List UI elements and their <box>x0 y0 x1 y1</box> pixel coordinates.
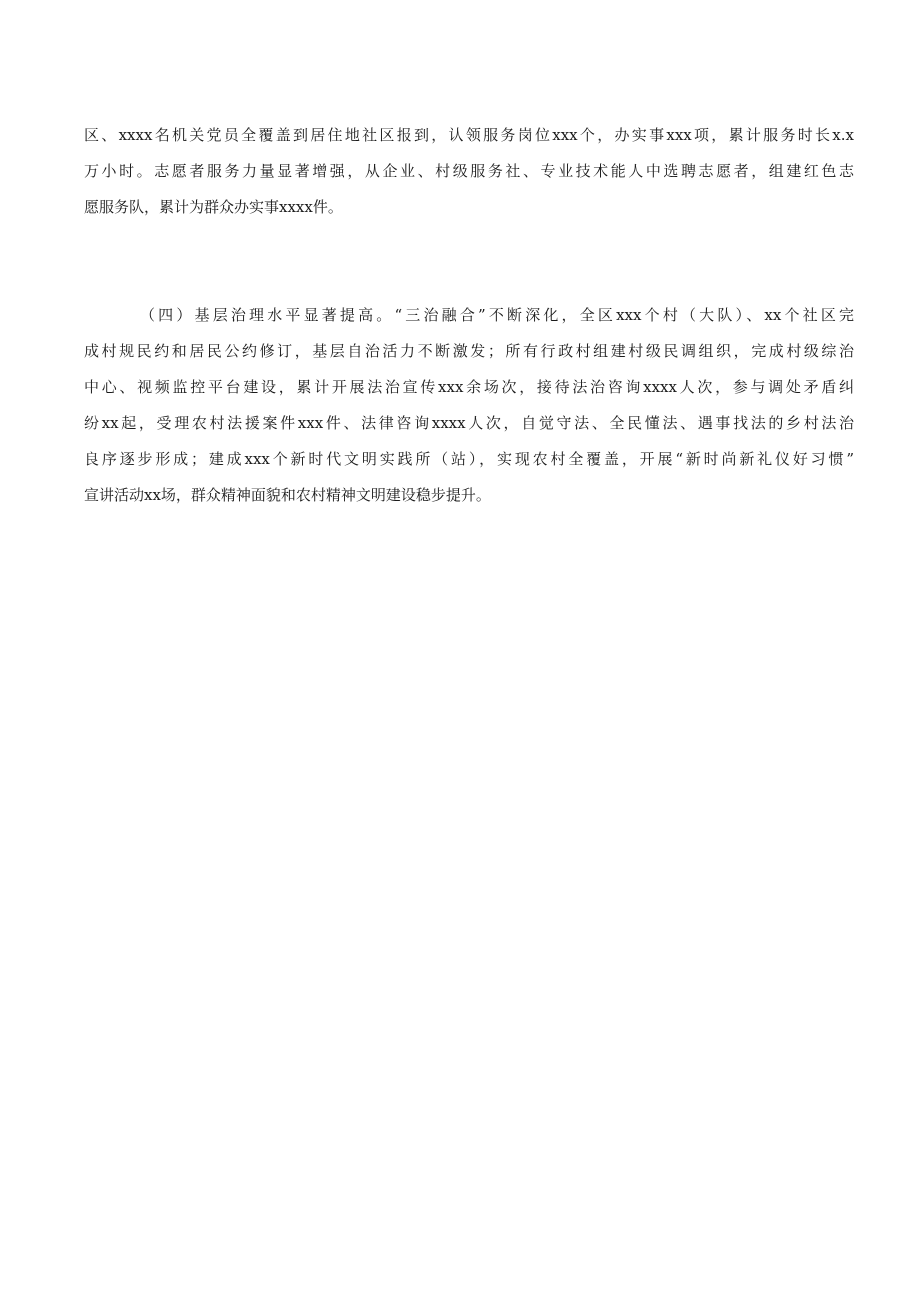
paragraph-line: 区、xxxx名机关党员全覆盖到居住地社区报到，认领服务岗位xxx个，办实事xxx项，累计服务时长x.x <box>84 126 854 144</box>
paragraph-line: 良序逐步形成；建成xxx个新时代文明实践所（站），实现农村全覆盖，开展“新时尚新礼仪好习惯” <box>84 450 854 468</box>
paragraph-line: 万小时。志愿者服务力量显著增强，从企业、村级服务社、专业技术能人中选聘志愿者，组建红色志 <box>84 162 854 180</box>
paragraph-line: 成村规民约和居民公约修订，基层自治活力不断激发；所有行政村组建村级民调组织，完成村级综治 <box>84 342 854 360</box>
paragraph-line: 中心、视频监控平台建设，累计开展法治宣传xxx余场次，接待法治咨询xxxx人次，参与调处矛盾纠 <box>84 378 854 396</box>
paragraph-line: 宣讲活动xx场，群众精神面貌和农村精神文明建设稳步提升。 <box>84 486 491 504</box>
paragraph-line: （四）基层治理水平显著提高。“三治融合”不断深化，全区xxx个村（大队）、xx个社区完 <box>140 306 854 324</box>
paragraph-grassroots-governance <box>84 297 854 513</box>
paragraph-volunteer-service <box>84 117 854 225</box>
paragraph-line: 愿服务队，累计为群众办实事xxxx件。 <box>84 198 343 216</box>
paragraph-line: 纷xx起，受理农村法援案件xxx件、法律咨询xxxx人次，自觉守法、全民懂法、遇事找法的乡村法治 <box>84 414 854 432</box>
